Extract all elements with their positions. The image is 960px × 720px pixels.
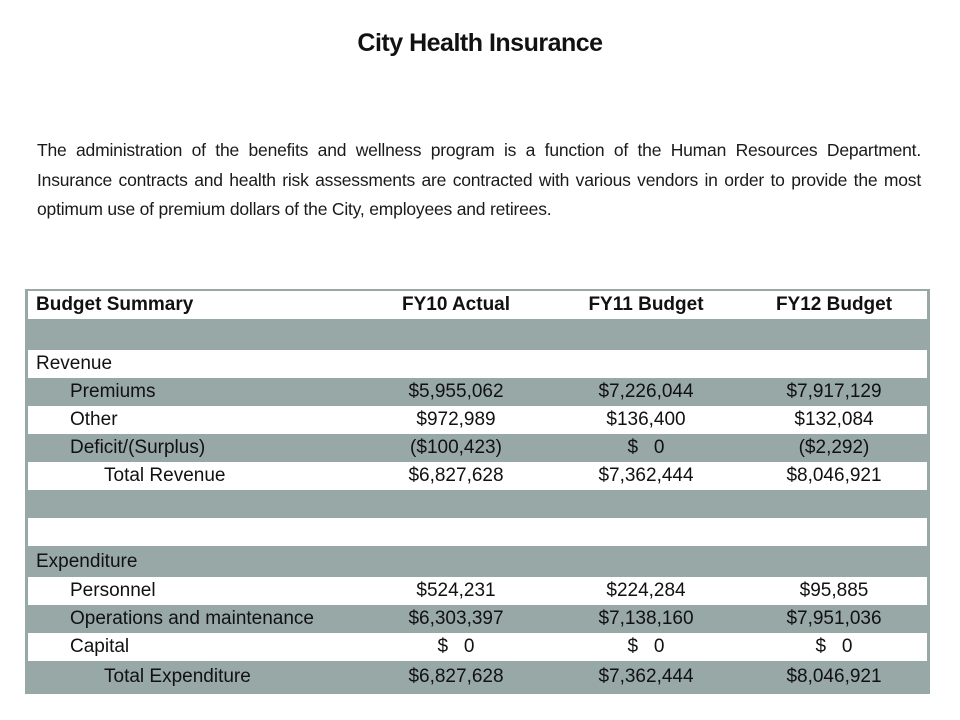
table-row-other (28, 406, 927, 434)
header-fy11-budget: FY11 Budget (551, 291, 741, 319)
cell-fy10 (361, 546, 551, 577)
cell-fy10: $524,231 (361, 577, 551, 605)
row-label: Deficit/(Surplus) (28, 434, 361, 462)
row-label (28, 319, 361, 350)
row-label: Total Expenditure (28, 661, 361, 692)
cell-fy11 (551, 490, 741, 518)
section-label: Revenue (28, 350, 361, 378)
section-row-revenue (28, 350, 927, 378)
cell-fy10 (361, 490, 551, 518)
cell-fy10: $5,955,062 (361, 378, 551, 406)
cell-fy10 (361, 350, 551, 378)
cell-fy12: $7,917,129 (741, 378, 927, 406)
cell-fy11 (551, 518, 741, 546)
table-row-deficit-surplus (28, 434, 927, 462)
header-fy10-actual: FY10 Actual (361, 291, 551, 319)
spacer-row (28, 490, 927, 518)
table-row-premiums (28, 378, 927, 406)
cell-fy12 (741, 490, 927, 518)
cell-fy11: $224,284 (551, 577, 741, 605)
row-label: Personnel (28, 577, 361, 605)
row-label: Other (28, 406, 361, 434)
table-row-total-expenditure (28, 661, 927, 692)
table-header-row (28, 291, 927, 319)
cell-fy12: $8,046,921 (741, 462, 927, 490)
cell-fy12: $95,885 (741, 577, 927, 605)
table-row-personnel (28, 577, 927, 605)
table-row-total-revenue (28, 462, 927, 490)
intro-paragraph: The administration of the benefits and wellness program is a function of the Human Resources Department. Insurance contracts and health risk assessments are contracted with various vendors in order to provide the most optimum use of premium dollars of the City, employees and retirees. (37, 140, 921, 219)
section-row-expenditure (28, 546, 927, 577)
cell-fy10: $972,989 (361, 406, 551, 434)
cell-fy10 (361, 319, 551, 350)
cell-fy12: ($2,292) (741, 434, 927, 462)
table-row-operations-maintenance (28, 605, 927, 633)
cell-fy12 (741, 350, 927, 378)
cell-fy12 (741, 319, 927, 350)
cell-fy12 (741, 546, 927, 577)
cell-fy10: $6,827,628 (361, 661, 551, 692)
spacer-row (28, 518, 927, 546)
cell-fy10: $6,827,628 (361, 462, 551, 490)
header-fy12-budget: FY12 Budget (741, 291, 927, 319)
cell-fy11 (551, 546, 741, 577)
cell-fy11: $136,400 (551, 406, 741, 434)
cell-fy11: $7,362,444 (551, 661, 741, 692)
row-label: Capital (28, 633, 361, 661)
row-label: Premiums (28, 378, 361, 406)
cell-fy12: $ 0 (741, 633, 927, 661)
row-label: Total Revenue (28, 462, 361, 490)
cell-fy10: ($100,423) (361, 434, 551, 462)
row-label (28, 518, 361, 546)
table-row-capital (28, 633, 927, 661)
cell-fy11: $7,362,444 (551, 462, 741, 490)
cell-fy11 (551, 350, 741, 378)
cell-fy10 (361, 518, 551, 546)
cell-fy11: $ 0 (551, 434, 741, 462)
budget-summary-table (25, 289, 930, 694)
cell-fy11: $7,138,160 (551, 605, 741, 633)
spacer-row (28, 319, 927, 350)
cell-fy11: $ 0 (551, 633, 741, 661)
header-budget-summary: Budget Summary (28, 291, 361, 319)
cell-fy12: $8,046,921 (741, 661, 927, 692)
cell-fy11: $7,226,044 (551, 378, 741, 406)
row-label (28, 490, 361, 518)
cell-fy10: $ 0 (361, 633, 551, 661)
section-label: Expenditure (28, 546, 361, 577)
cell-fy12: $132,084 (741, 406, 927, 434)
cell-fy11 (551, 319, 741, 350)
cell-fy12 (741, 518, 927, 546)
row-label: Operations and maintenance (28, 605, 361, 633)
page-title: City Health Insurance (357, 29, 603, 57)
cell-fy10: $6,303,397 (361, 605, 551, 633)
cell-fy12: $7,951,036 (741, 605, 927, 633)
